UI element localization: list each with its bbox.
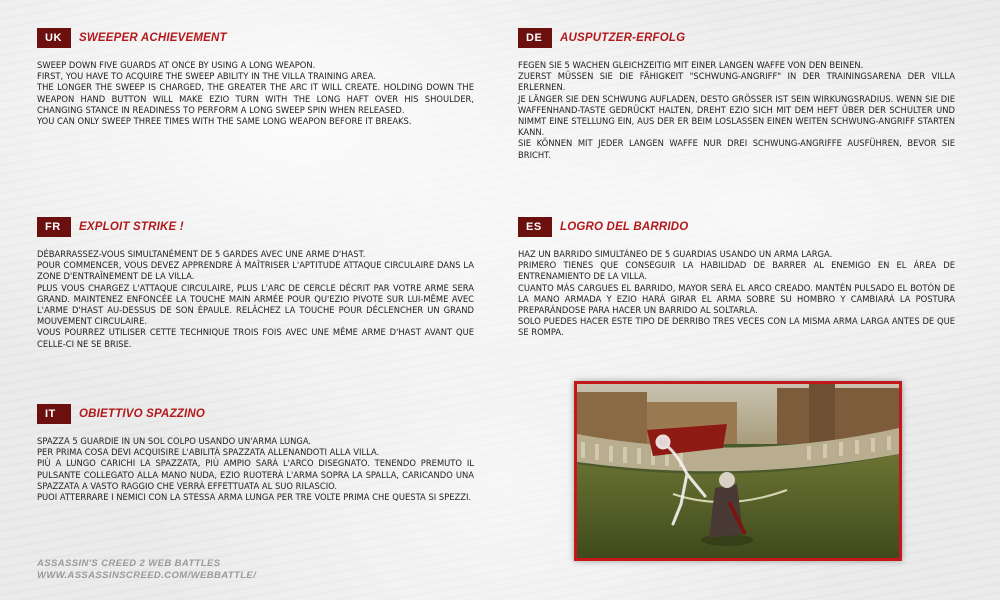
- paragraph: CUANTO MÁS CARGUES EL BARRIDO, MAYOR SERÁ EL ARCO CREADO. MANTÉN PULSADO EL BOTÓN DE LA MANO ARMADA Y EZIO HARÁ GIRAR EL ARMA SOBRE SU HOMBRO Y CAMBIARÁ LA POSTURA PREPARÁNDOSE PARA HACER UN BARRIDO AL SOLTARLA.: [518, 282, 955, 316]
- paragraph: SIE KÖNNEN MIT JEDER LANGEN WAFFE NUR DREI SCHWUNG-ANGRIFFE AUSFÜHREN, BEVOR SIE BRICHT.: [518, 138, 955, 160]
- section-body-de: [518, 60, 955, 161]
- paragraph: YOU CAN ONLY SWEEP THREE TIMES WITH THE SAME LONG WEAPON BEFORE IT BREAKS.: [37, 116, 412, 127]
- section-body-es: [518, 249, 955, 339]
- lang-badge-uk: UK: [37, 28, 71, 48]
- section-header: [37, 217, 474, 237]
- section-header: [37, 404, 474, 424]
- paragraph: JE LÄNGER SIE DEN SCHWUNG AUFLADEN, DESTO GRÖSSER IST SEIN WIRKUNGSRADIUS. WENN SIE DIE WAFFENHAND-TASTE GEDRÜCKT HALTEN, DREHT EZIO SICH MIT DEM HEFT ÜBER DER SCHULTER UND NIMMT EINE STELLUNG EIN, AUS DER ER BEIM LOSLASSEN EINEN WEITEN SCHWUNG-ANGRIFF STARTEN KANN.: [518, 93, 955, 138]
- paragraph: FEGEN SIE 5 WACHEN GLEICHZEITIG MIT EINER LANGEN WAFFE VON DEN BEINEN.: [518, 60, 864, 70]
- section-title-es: LOGRO DEL BARRIDO: [560, 221, 689, 233]
- paragraph: SOLO PUEDES HACER ESTE TIPO DE DERRIBO TRES VECES CON LA MISMA ARMA LARGA ANTES DE QUE SE ROMPA.: [518, 316, 955, 338]
- paragraph: DÉBARRASSEZ-VOUS SIMULTANÉMENT DE 5 GARDES AVEC UNE ARME D'HAST.: [37, 249, 366, 259]
- paragraph: PRIMERO TIENES QUE CONSEGUIR LA HABILIDAD DE BARRER AL ENEMIGO EN EL ÁREA DE ENTRENAMIENTO DE LA VILLA.: [518, 260, 955, 282]
- paragraph: SWEEP DOWN FIVE GUARDS AT ONCE BY USING A LONG WEAPON.: [37, 60, 316, 70]
- paragraph: ZUERST MÜSSEN SIE DIE FÄHIGKEIT "SCHWUNG-ANGRIFF" IN DER TRAININGSARENA DER VILLA ERLERNEN.: [518, 71, 955, 93]
- lang-badge-es: ES: [518, 217, 552, 237]
- footer-url[interactable]: WWW.ASSASSINSCREED.COM/WEBBATTLE/: [37, 570, 257, 581]
- paragraph: PER PRIMA COSA DEVI ACQUISIRE L'ABILITÀ SPAZZATA ALLENANDOTI ALLA VILLA.: [37, 447, 380, 458]
- tower: [809, 384, 835, 444]
- paragraph: HAZ UN BARRIDO SIMULTÁNEO DE 5 GUARDIAS USANDO UN ARMA LARGA.: [518, 249, 833, 259]
- section-body-fr: [37, 249, 474, 350]
- paragraph: PUOI ATTERRARE I NEMICI CON LA STESSA ARMA LUNGA PER TRE VOLTE PRIMA CHE QUESTA SI SPEZZI.: [37, 492, 472, 503]
- section-body-it: [37, 436, 474, 503]
- section-de: [518, 28, 955, 161]
- paragraph: FIRST, YOU HAVE TO ACQUIRE THE SWEEP ABILITY IN THE VILLA TRAINING AREA.: [37, 71, 376, 82]
- section-body-uk: [37, 60, 474, 127]
- section-es: [518, 217, 955, 339]
- paragraph: POUR COMMENCER, VOUS DEVEZ APPRENDRE À MAÎTRISER L'APTITUDE ATTAQUE CIRCULAIRE DANS LA ZONE D'ENTRAÎNEMENT DE LA VILLA.: [37, 260, 474, 282]
- section-it: [37, 404, 474, 503]
- section-title-it: OBIETTIVO SPAZZINO: [79, 408, 206, 420]
- section-fr: [37, 217, 474, 350]
- paragraph: THE LONGER THE SWEEP IS CHARGED, THE GREATER THE ARC IT WILL CREATE. HOLDING DOWN THE WEAPON HAND BUTTON WILL MAKE EZIO TURN WITH THE LONG HAFT OVER HIS SHOULDER, CHANGING STANCE IN READINESS TO PERFORM A LONG SWEEP SPIN WHEN RELEASED.: [37, 82, 474, 115]
- game-screenshot: [574, 381, 902, 561]
- section-title-fr: EXPLOIT STRIKE !: [79, 221, 184, 233]
- section-header: [518, 28, 955, 48]
- paragraph: SPAZZA 5 GUARDIE IN UN SOL COLPO USANDO UN'ARMA LUNGA.: [37, 436, 312, 446]
- paragraph: PIÙ A LUNGO CARICHI LA SPAZZATA, PIÙ AMPIO SARÀ L'ARCO DISEGNATO. TENENDO PREMUTO IL PULSANTE COLLEGATO ALLA MANO NUDA, EZIO RUOTERÀ L'ARMA SOPRA LA SPALLA, CARICANDO UNA SPAZZATA A VASTO RAGGIO CHE VERRÀ EFFETTUATA AL SUO RILASCIO.: [37, 458, 474, 491]
- paragraph: VOUS POURREZ UTILISER CETTE TECHNIQUE TROIS FOIS AVEC UNE MÊME ARME D'HAST AVANT QUE CELLE-CI NE SE BRISE.: [37, 327, 474, 349]
- section-header: [518, 217, 955, 237]
- paragraph: PLUS VOUS CHARGEZ L'ATTAQUE CIRCULAIRE, PLUS L'ARC DE CERCLE DÉCRIT PAR VOTRE ARME SERA GRAND. MAINTENEZ ENFONCÉE LA TOUCHE MAIN ARMÉE POUR QU'EZIO PIVOTE SUR LUI-MÊME AVEC L'ARME D'HAST AU-DESSUS DE SON ÉPAULE. RELÂCHEZ LA TOUCHE POUR DÉCLENCHER UN GRAND MOUVEMENT CIRCULAIRE.: [37, 282, 474, 327]
- lang-badge-fr: FR: [37, 217, 71, 237]
- footer-title: ASSASSIN'S CREED 2 WEB BATTLES: [37, 558, 221, 569]
- footer: [37, 558, 256, 582]
- lang-badge-it: IT: [37, 404, 71, 424]
- section-title-uk: SWEEPER ACHIEVEMENT: [79, 32, 227, 44]
- section-title-de: AUSPUTZER-ERFOLG: [560, 32, 686, 44]
- section-uk: [37, 28, 474, 127]
- lang-badge-de: DE: [518, 28, 552, 48]
- section-header: [37, 28, 474, 48]
